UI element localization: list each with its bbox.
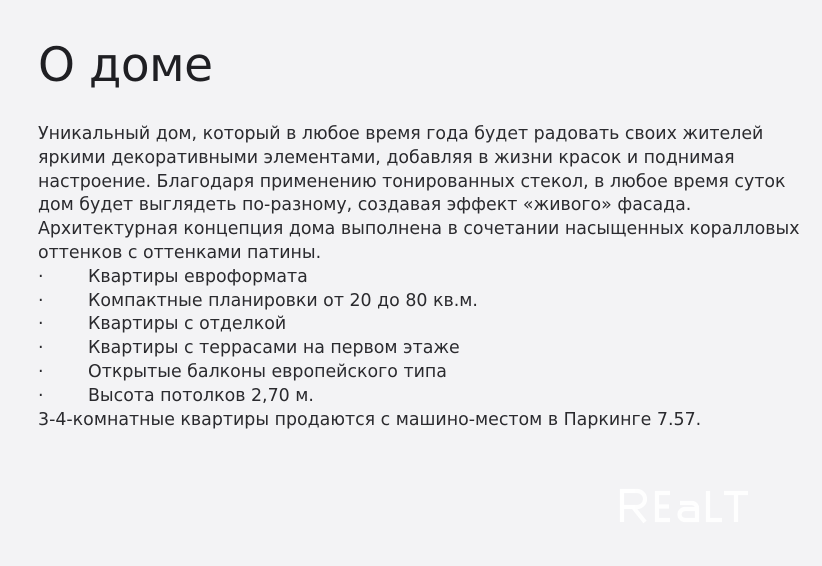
list-item xyxy=(38,290,818,314)
parking-note: 3-4-комнатные квартиры продаются с машино-местом в Паркинге 7.57. xyxy=(38,409,702,430)
list-item xyxy=(38,313,818,337)
feature-text: Квартиры евроформата xyxy=(88,266,308,287)
list-item xyxy=(38,337,818,361)
section-body xyxy=(38,123,818,432)
feature-text: Высота потолков 2,70 м. xyxy=(88,385,314,406)
list-item xyxy=(38,361,818,385)
bullet-icon: · xyxy=(38,361,44,382)
bullet-icon: · xyxy=(38,385,44,406)
section-title: О доме xyxy=(38,38,213,93)
bullet-icon: · xyxy=(38,338,44,359)
about-house-section xyxy=(38,36,818,432)
bullet-icon: · xyxy=(38,266,44,287)
feature-text: Компактные планировки от 20 до 80 кв.м. xyxy=(88,290,478,311)
bullet-icon: · xyxy=(38,314,44,335)
description-paragraph: Уникальный дом, который в любое время года будет радовать своих жителей яркими декоративными элементами, добавляя в жизни красок и поднимая настроение. Благодаря применению тонированных стекол, в любое время суток дом будет выглядеть по-разному, создавая эффект «живого» фасада. Архитектурная концепция дома выполнена в сочетании насыщенных коралловых оттенков с оттенками патины. xyxy=(38,124,800,263)
feature-text: Квартиры с отделкой xyxy=(88,314,287,335)
feature-text: Квартиры с террасами на первом этаже xyxy=(88,338,460,359)
realt-watermark-logo xyxy=(619,486,779,526)
features-list xyxy=(38,266,818,409)
list-item xyxy=(38,385,818,409)
list-item xyxy=(38,266,818,290)
bullet-icon: · xyxy=(38,290,44,311)
feature-text: Открытые балконы европейского типа xyxy=(88,361,447,382)
